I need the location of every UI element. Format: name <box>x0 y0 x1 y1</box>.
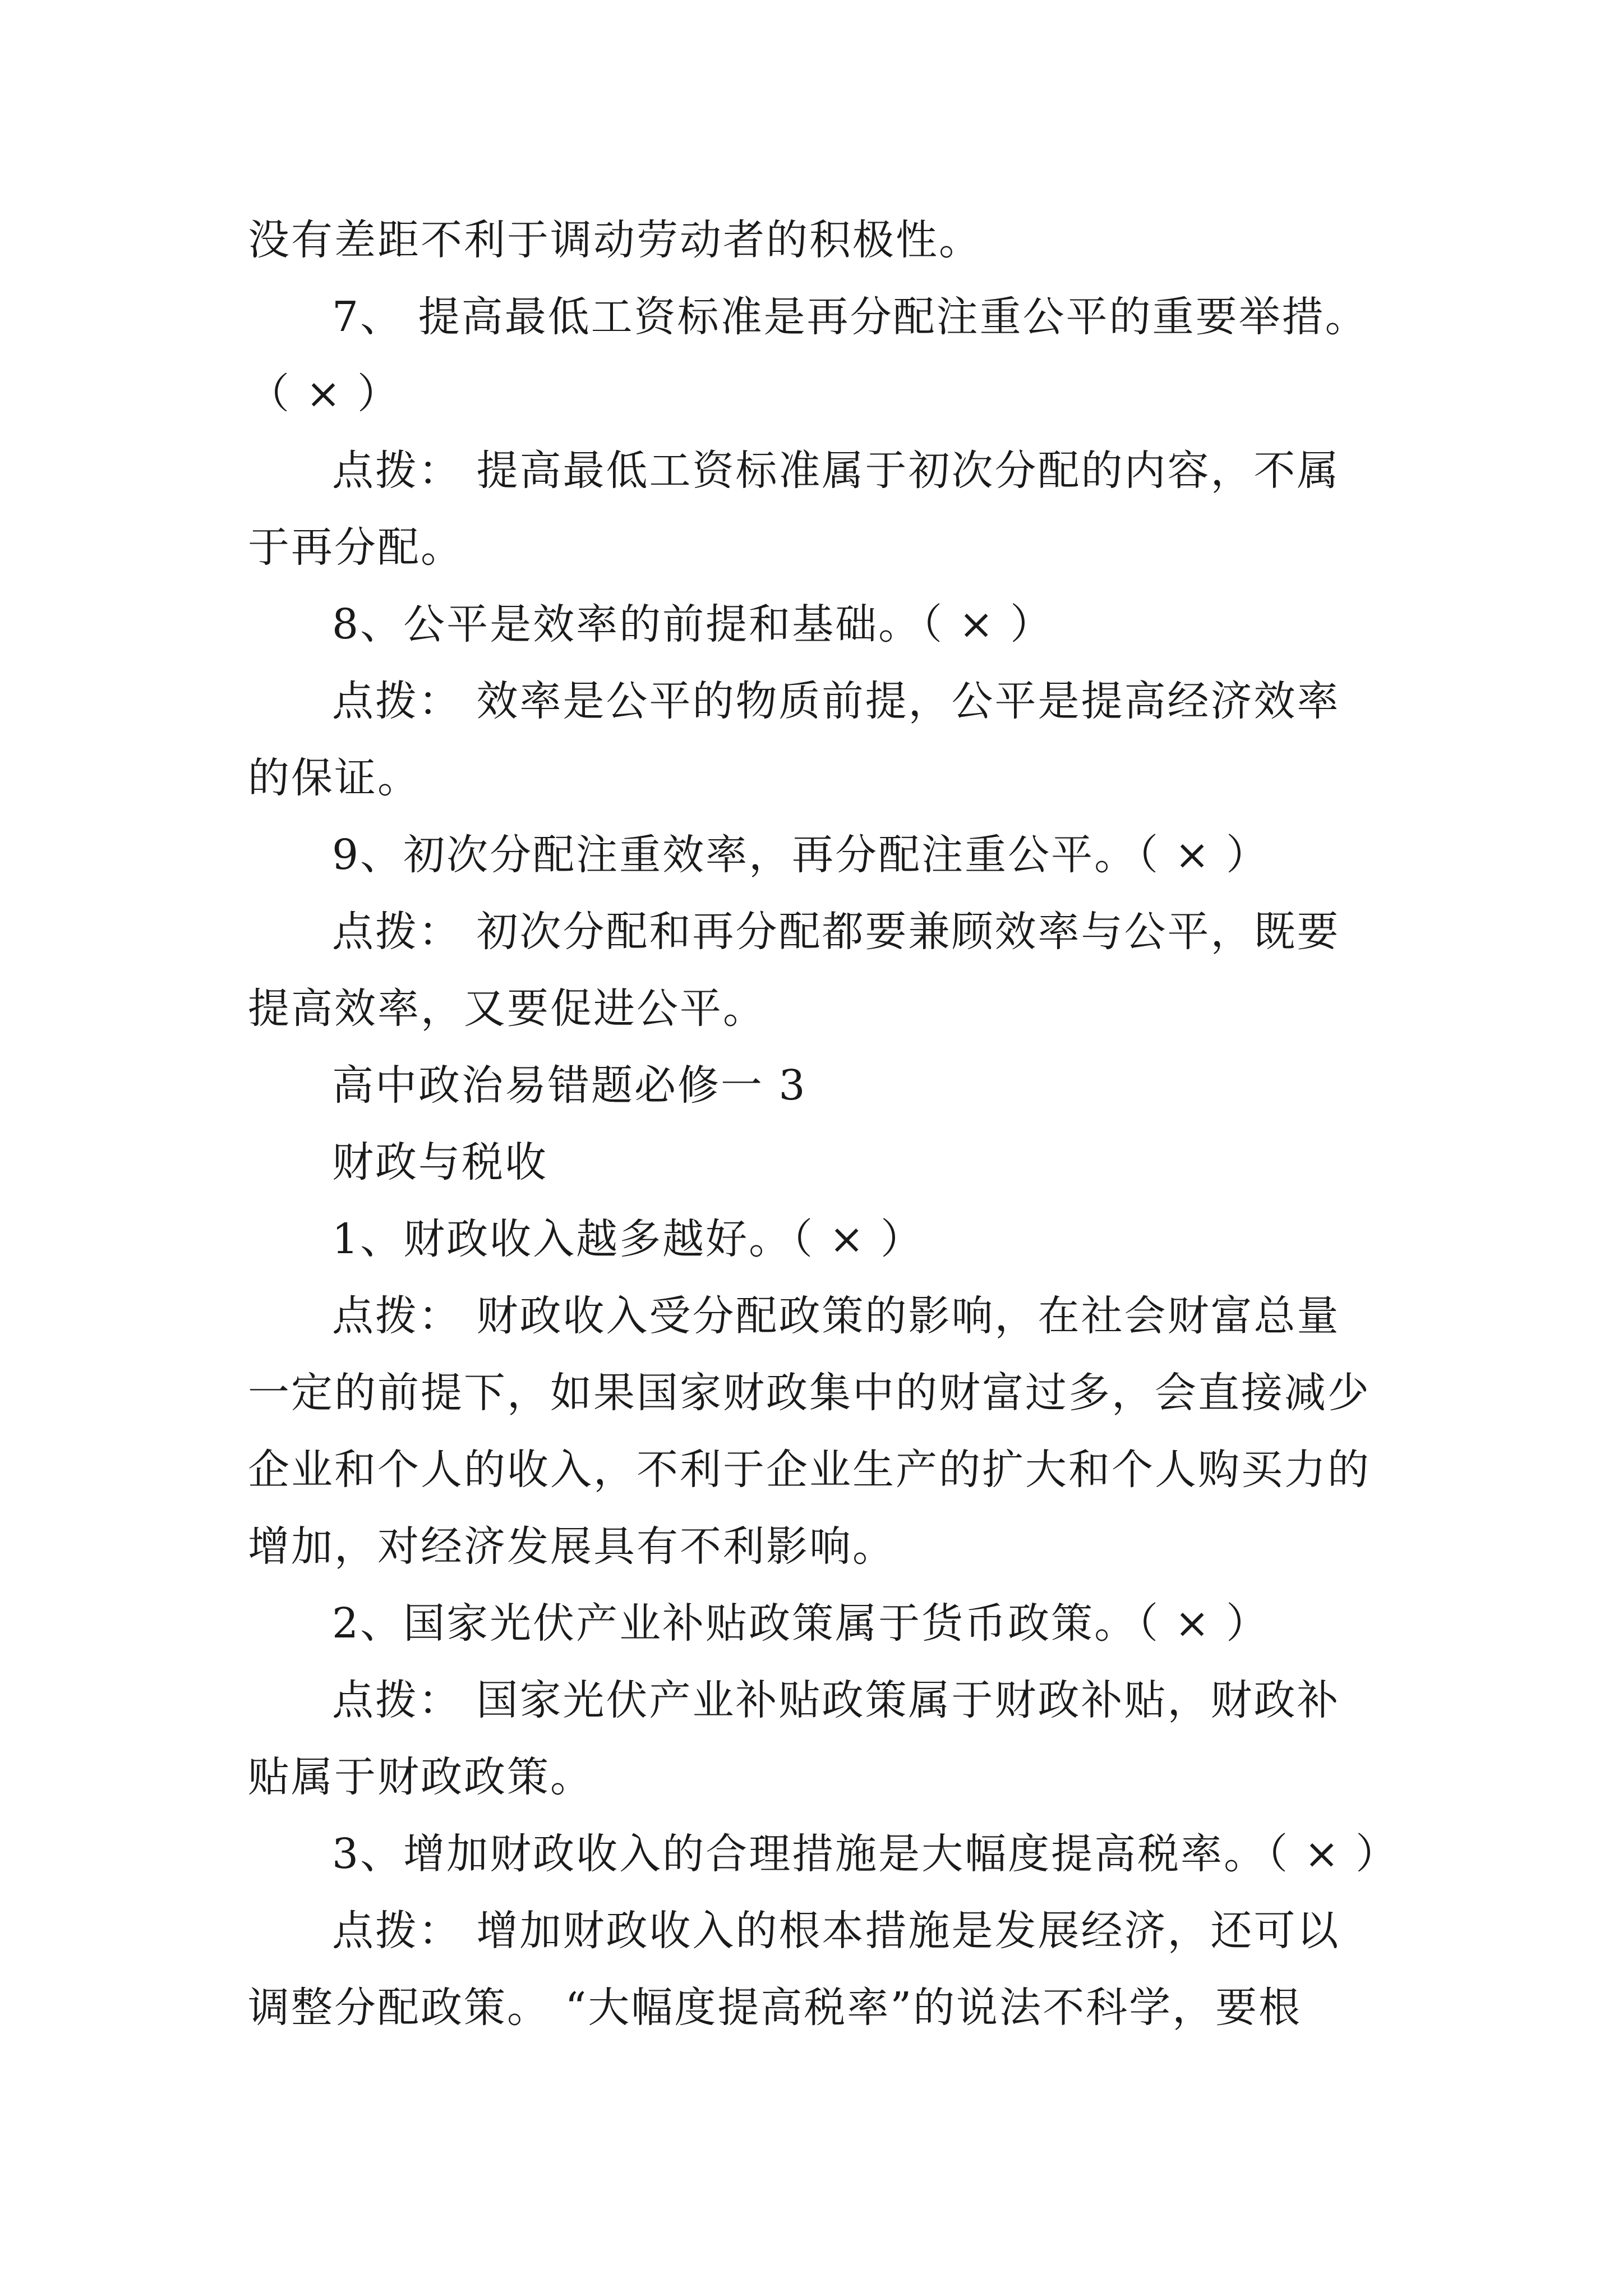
text-line: 8、公平是效率的前提和基础。（ × ） <box>332 600 1054 648</box>
text-line: 没有差距不利于调动劳动者的积极性。 <box>248 216 982 264</box>
text-line: 提高效率，又要促进公平。 <box>248 984 766 1033</box>
text-line: 点拨： 初次分配和再分配都要兼顾效率与公平，既要 <box>332 908 1340 956</box>
text-line: 点拨： 提高最低工资标准属于初次分配的内容，不属 <box>332 447 1340 495</box>
text-line: 3、增加财政收入的合理措施是大幅度提高税率。（ × ） <box>332 1830 1399 1878</box>
text-line: 7、 提高最低工资标准是再分配注重公平的重要举措。 <box>332 293 1368 341</box>
text-line: 点拨： 财政收入受分配政策的影响，在社会财富总量 <box>332 1292 1340 1340</box>
text-line: 于再分配。 <box>248 523 464 572</box>
text-line: 增加，对经济发展具有不利影响。 <box>248 1522 896 1571</box>
text-line: 2、国家光伏产业补贴政策属于货币政策。（ × ） <box>332 1599 1270 1648</box>
text-line: 点拨： 国家光伏产业补贴政策属于财政补贴，财政补 <box>332 1676 1340 1724</box>
text-line: 调整分配政策。 “大幅度提高税率”的说法不科学，要根 <box>248 1984 1302 2032</box>
document-body <box>248 202 1399 2046</box>
text-line: 一定的前提下，如果国家财政集中的财富过多，会直接减少 <box>248 1369 1371 1417</box>
text-line: 9、初次分配注重效率，再分配注重公平。（ × ） <box>332 831 1270 879</box>
text-line: 贴属于财政政策。 <box>248 1753 593 1801</box>
text-line: 财政与税收 <box>332 1138 548 1186</box>
text-line: 企业和个人的收入，不利于企业生产的扩大和个人购买力的 <box>248 1446 1371 1494</box>
text-line: （ × ） <box>248 370 401 418</box>
text-line: 点拨： 增加财政收入的根本措施是发展经济，还可以 <box>332 1907 1340 1955</box>
text-line: 点拨： 效率是公平的物质前提，公平是提高经济效率 <box>332 677 1340 725</box>
text-line: 1、财政收入越多越好。（ × ） <box>332 1215 924 1263</box>
text-line: 高中政治易错题必修一 3 <box>332 1061 807 1110</box>
text-line: 的保证。 <box>248 754 421 802</box>
